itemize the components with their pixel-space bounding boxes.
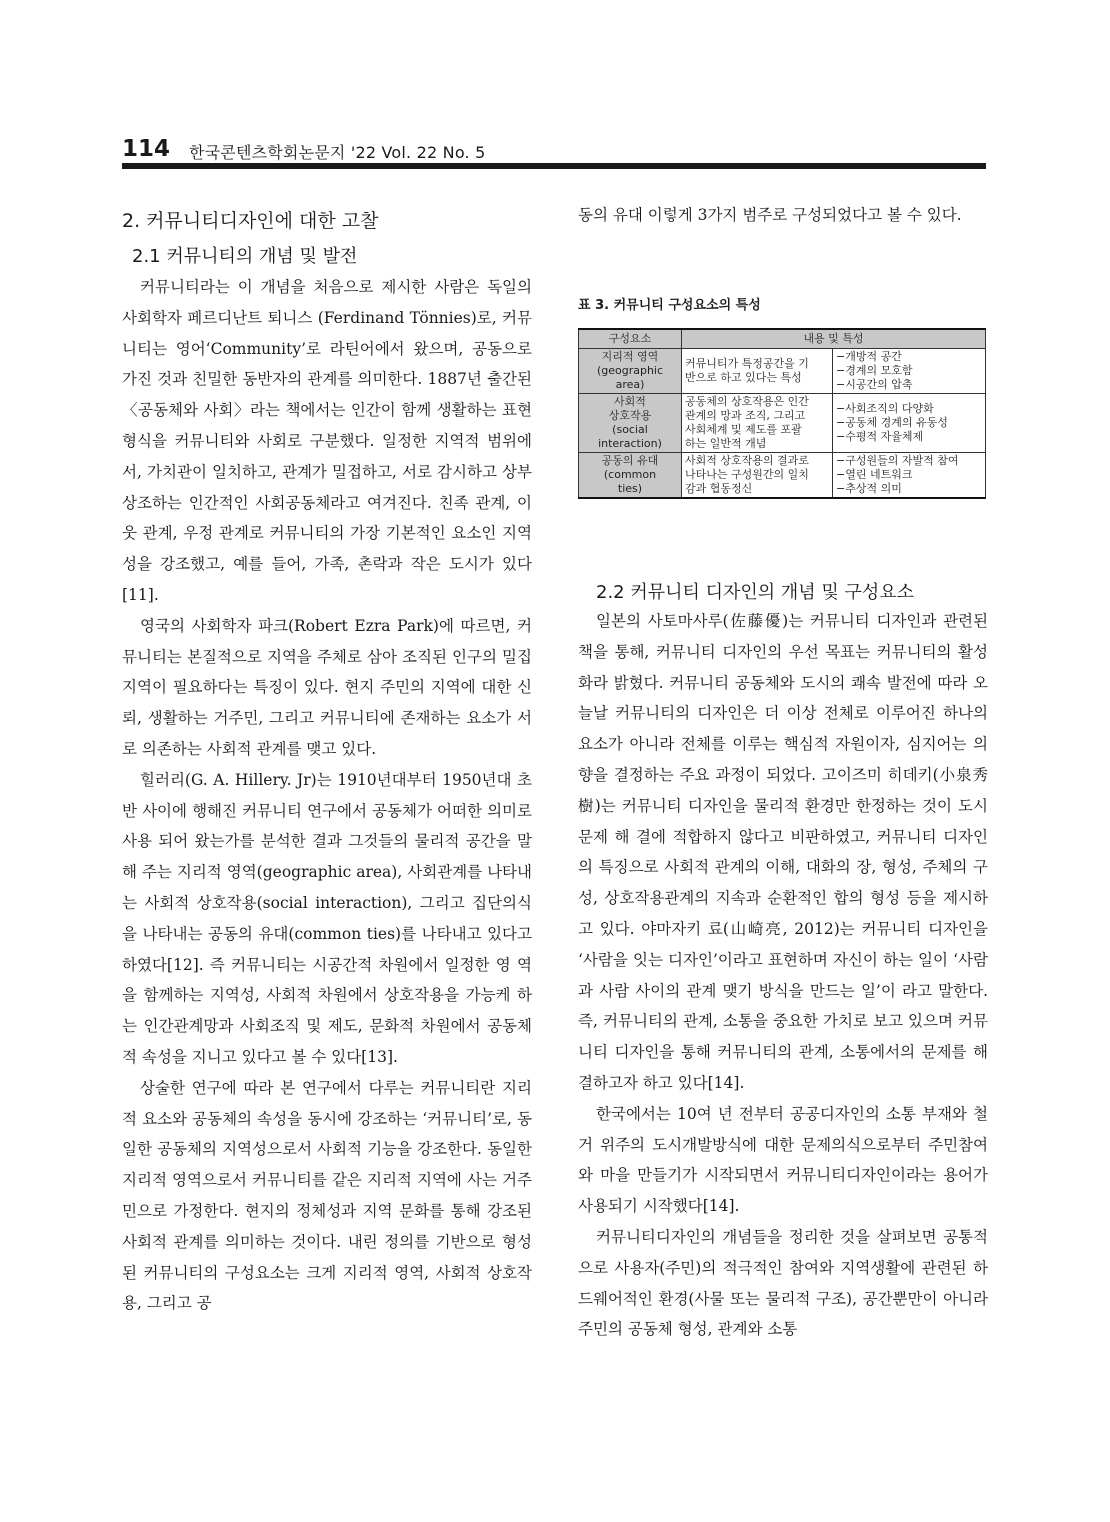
paragraph: 동의 유대 이렇게 3가지 범주로 구성되었다고 볼 수 있다.	[578, 206, 962, 224]
paragraph: 한국에서는 10여 년 전부터 공공디자인의 소통 부재와 철거 위주의 도시개발방식에 대한 문제의식으로부터 주민참여와 마을 만들기가 시작되면서 커뮤니티디자인이라는 용어가 사용되기 시작했다[14].	[578, 1104, 988, 1216]
paragraph: 영국의 사회학자 파크(Robert Ezra Park)에 따르면, 커뮤니티는 본질적으로 지역을 주체로 삼아 조직된 인구의 밀집지역이 필요하다는 특징이 있다. 현지 주민의 지역에 대한 신뢰, 생활하는 거주민, 그리고 커뮤니티에 존재하는 요소가 서로 의존하는 사회적 관계를 맺고 있다.	[122, 616, 532, 758]
table-row	[579, 349, 986, 394]
table-3	[578, 328, 986, 499]
table-cell-content: 공동체의 상호작용은 인간 관계의 망과 조직, 그리고 사회체계 및 제도를 포괄 하는 일반적 개념	[682, 394, 833, 453]
table-header-cell: 내용 및 특성	[682, 329, 986, 349]
right-body-text	[578, 606, 988, 1345]
paragraph: 상술한 연구에 따라 본 연구에서 다루는 커뮤니티란 지리적 요소와 공동체의 속성을 동시에 강조하는 ‘커뮤니티’로, 동일한 공동체의 지역성으로서 사회적 기능을 강조한다. 동일한 지리적 영역으로서 커뮤니티를 같은 지리적 지역에 사는 거주민으로 가정한다. 현지의 정체성과 지역 문화를 통해 강조된 사회적 관계를 의미하는 것이다. 내린 정의를 기반으로 형성된 커뮤니티의 구성요소는 크게 지리적 영역, 사회적 상호작용, 그리고 공	[122, 1078, 532, 1313]
table-row	[579, 453, 986, 499]
journal-title: 한국콘텐츠학회논문지 '22 Vol. 22 No. 5	[189, 143, 486, 162]
continuation-text	[578, 200, 988, 231]
paragraph: 힐러리(G. A. Hillery. Jr)는 1910년대부터 1950년대 초반 사이에 행해진 커뮤니티 연구에서 공동체가 어떠한 의미로 사용 되어 왔는가를 분석한 결과 그것들의 물리적 공간을 말해 주는 지리적 영역(geographic area), 사회관계를 나타내는 사회적 상호작용(social interaction), 그리고 집단의식을 나타내는 공동의 유대(common ties)를 나타내고 있다고 하였다[12]. 즉 커뮤니티는 시공간적 차원에서 일정한 영 역을 함께하는 지역성, 사회적 차원에서 상호작용을 가능케 하는 인간관계망과 사회조직 및 제도, 문화적 차원에서 공동체적 속성을 지니고 있다고 볼 수 있다[13].	[122, 770, 532, 1066]
header-rule	[122, 163, 986, 169]
table-cell-category: 지리적 영역 (geographic area)	[579, 349, 682, 394]
paragraph: 커뮤니티디자인의 개념들을 정리한 것을 살펴보면 공통적으로 사용자(주민)의 적극적인 참여와 지역생활에 관련된 하드웨어적인 환경(사물 또는 물리적 구조), 공간뿐만이 아니라 주민의 공동체 형성, 관계와 소통	[578, 1227, 988, 1339]
table-header-cell: 구성요소	[579, 329, 682, 349]
table-cell-traits: −구성원들의 자발적 참여 −열린 네트워크 −추상적 의미	[833, 453, 986, 499]
subsection-title-2-1: 2.1 커뮤니티의 개념 및 발전	[132, 246, 358, 267]
table-cell-traits: −개방적 공간 −경계의 모호함 −시공간의 압축	[833, 349, 986, 394]
paragraph: 커뮤니티라는 이 개념을 처음으로 제시한 사람은 독일의 사회학자 페르디난트 퇴니스 (Ferdinand Tönnies)로, 커뮤니티는 영어‘Community’로 라틴어에서 왔으며, 공동으로 가진 것과 친밀한 동반자의 관계를 의미한다. 1887년 출간된 〈공동체와 사회〉라는 책에서는 인간이 함께 생활하는 표현 형식을 커뮤니티와 사회로 구분했다. 일정한 지역적 범위에서, 가치관이 일치하고, 관계가 밀접하고, 서로 감시하고 상부상조하는 인간적인 사회공동체라고 여겨진다. 친족 관계, 이웃 관계, 우정 관계로 커뮤니티의 가장 기본적인 요소인 지역성을 강조했고, 예를 들어, 가족, 촌락과 작은 도시가 있다[11].	[122, 278, 532, 604]
section-title: 2. 커뮤니티디자인에 대한 고찰	[122, 210, 379, 232]
table-cell-category: 공동의 유대 (common ties)	[579, 453, 682, 499]
table-header-row	[579, 329, 986, 349]
table-cell-category: 사회적 상호작용 (social interaction)	[579, 394, 682, 453]
table-caption: 표 3. 커뮤니티 구성요소의 특성	[578, 298, 761, 313]
table-cell-content: 커뮤니티가 특정공간을 기 반으로 하고 있다는 특성	[682, 349, 833, 394]
table-row	[579, 394, 986, 453]
table-cell-content: 사회적 상호작용의 결과로 나타나는 구성원간의 일치 감과 협동정신	[682, 453, 833, 499]
page-number: 114	[122, 136, 171, 162]
table-cell-traits: −사회조직의 다양화 −공동체 경계의 유동성 −수평적 자율체제	[833, 394, 986, 453]
paragraph: 일본의 사토마사루(佐藤優)는 커뮤니티 디자인과 관련된 책을 통해, 커뮤니티 디자인의 우선 목표는 커뮤니티의 활성화라 밝혔다. 커뮤니티 공동체와 도시의 쾌속 발전에 따라 오늘날 커뮤니티의 디자인은 더 이상 전체로 이루어진 하나의 요소가 아니라 전체를 이루는 핵심적 자원이자, 심지어는 의향을 결정하는 주요 과정이 되었다. 고이즈미 히데키(小泉秀樹)는 커뮤니티 디자인을 물리적 환경만 한정하는 것이 도시문제 해 결에 적합하지 않다고 비판하였고, 커뮤니티 디자인의 특징으로 사회적 관계의 이해, 대화의 장, 형성, 주체의 구성, 상호작용관계의 지속과 순환적인 합의 형성 등을 제시하고 있다. 야마자키 료(山崎亮, 2012)는 커뮤니티 디자인을 ‘사람을 잇는 디자인’이라고 표현하며 자신이 하는 일이 ‘사람과 사람 사이의 관계 맺기 방식을 만드는 일’이 라고 말한다. 즉, 커뮤니티의 관계, 소통을 중요한 가치로 보고 있으며 커뮤니티 디자인을 통해 커뮤니티의 관계, 소통에서의 문제를 해결하고자 하고 있다[14].	[578, 612, 988, 1092]
left-body-text	[122, 272, 532, 1319]
subsection-title-2-2: 2.2 커뮤니티 디자인의 개념 및 구성요소	[596, 582, 915, 603]
